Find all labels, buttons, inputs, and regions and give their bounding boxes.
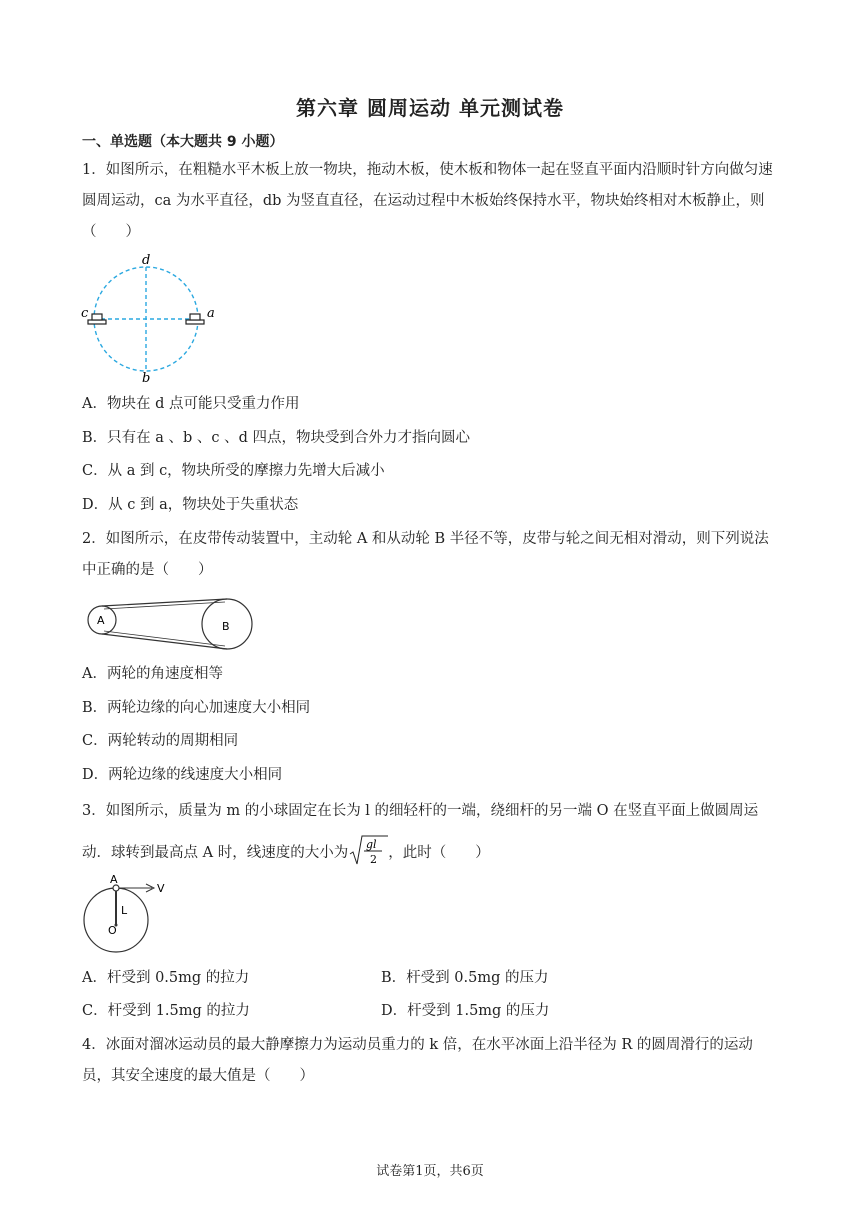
q2-label-b: B <box>222 620 230 633</box>
question-3-line-2 <box>82 836 490 870</box>
question-4-text: 4．冰面对溜冰运动员的最大静摩擦力为运动员重力的 k 倍，在水平冰面上沿半径为 R 的圆周滑行的运动员，其安全速度的最大值是（ ） <box>82 1037 753 1084</box>
q1-label-a: a <box>207 306 215 321</box>
q1-option-b: B．只有在 a 、b 、c 、d 四点，物块受到合外力才指向圆心 <box>82 430 471 446</box>
q1-label-b: b <box>142 371 151 384</box>
question-1-text: 1．如图所示，在粗糙水平木板上放一物块，拖动木板，使木板和物体一起在竖直平面内沿顺时针方向做匀速圆周运动，ca 为水平直径，db 为竖直直径，在运动过程中木板始终保持水平，物块始终相对木板静止，则（ ） <box>82 162 773 240</box>
question-3-line-1: 3．如图所示，质量为 m 的小球固定在长为 l 的细轻杆的一端，绕细杆的另一端 O 在竖直平面上做圆周运 <box>82 803 759 819</box>
q1-option-d: D．从 c 到 a，物块处于失重状态 <box>82 497 299 513</box>
q1-option-a: A．物块在 d 点可能只受重力作用 <box>82 396 300 412</box>
q3-option-d: D．杆受到 1.5mg 的压力 <box>381 1003 550 1019</box>
page-title: 第六章 圆周运动 单元测试卷 <box>296 96 564 120</box>
q3-sqrt-numerator: gl <box>366 838 377 851</box>
q2-option-d: D．两轮边缘的线速度大小相同 <box>82 767 283 783</box>
q3-rod-figure <box>82 872 182 960</box>
q2-option-a: A．两轮的角速度相等 <box>82 666 223 682</box>
q3-sqrt-denominator: 2 <box>370 853 378 866</box>
q3-option-b: B．杆受到 0.5mg 的压力 <box>381 970 549 986</box>
q3-label-o: O <box>108 924 117 937</box>
q2-label-a: A <box>97 614 105 627</box>
q3-option-c: C．杆受到 1.5mg 的拉力 <box>82 1003 250 1019</box>
q1-label-d: d <box>142 253 151 268</box>
q2-belt-figure <box>82 592 254 652</box>
q1-circle-figure <box>80 252 240 384</box>
q3-sqrt-formula <box>348 834 388 868</box>
q3-label-l: L <box>121 904 128 917</box>
question-2-text: 2．如图所示，在皮带传动装置中，主动轮 A 和从动轮 B 半径不等，皮带与轮之间无相对滑动，则下列说法中正确的是（ ） <box>82 531 769 578</box>
page-footer: 试卷第1页，共6页 <box>376 1164 484 1179</box>
q3-line2-start: 动．球转到最高点 A 时，线速度的大小为 <box>82 845 349 861</box>
q1-label-c: c <box>81 306 89 321</box>
q1-option-c: C．从 a 到 c，物块所受的摩擦力先增大后减小 <box>82 463 385 479</box>
section-heading: 一、单选题（本大题共 9 小题） <box>82 134 284 150</box>
q2-option-b: B．两轮边缘的向心加速度大小相同 <box>82 700 311 716</box>
q2-option-c: C．两轮转动的周期相同 <box>82 733 239 749</box>
q3-label-a: A <box>110 873 118 886</box>
q3-option-a: A．杆受到 0.5mg 的拉力 <box>82 970 250 986</box>
q3-label-v: V <box>157 882 165 895</box>
q3-line2-end: ，此时（ ） <box>388 845 490 861</box>
